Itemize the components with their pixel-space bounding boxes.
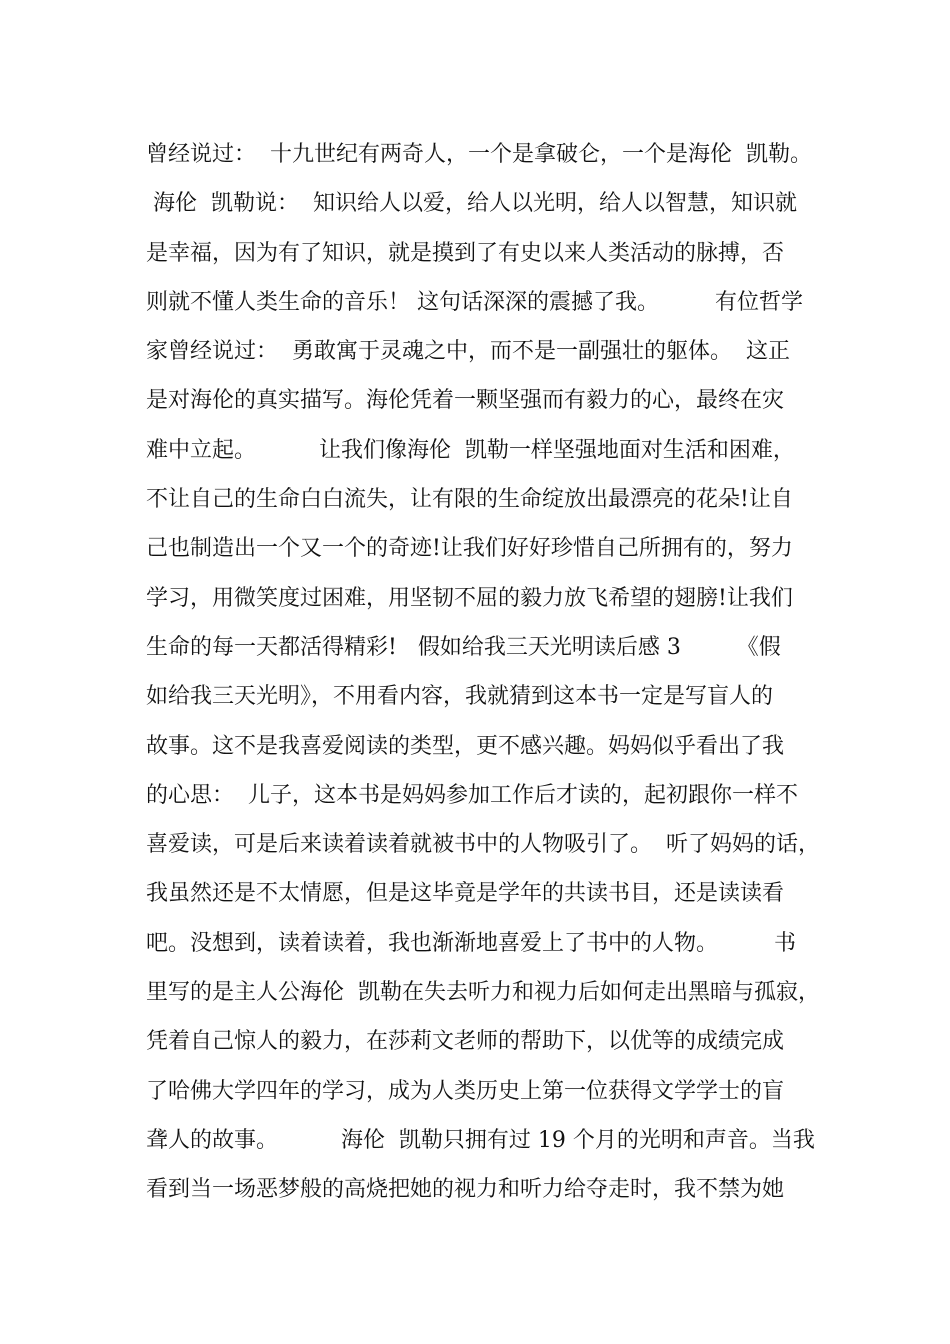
text-line: 故事。这不是我喜爱阅读的类型，更不感兴趣。妈妈似乎看出了我	[146, 733, 785, 759]
text-line: 学习，用微笑度过困难，用坚韧不屈的毅力放飞希望的翅膀!让我们	[146, 585, 793, 611]
text-line: 的心思： 儿子，这本书是妈妈参加工作后才读的，起初跟你一样不	[146, 782, 798, 808]
text-line: 如给我三天光明》，不用看内容，我就猜到这本书一定是写盲人的	[146, 684, 774, 710]
text-line: 海伦 凯勒说： 知识给人以爱，给人以光明，给人以智慧，知识就	[146, 191, 797, 217]
text-line: 凭着自己惊人的毅力，在莎莉文老师的帮助下，以优等的成绩完成	[146, 1029, 785, 1055]
document-body	[146, 130, 846, 1215]
text-line: 是幸福，因为有了知识，就是摸到了有史以来人类活动的脉搏，否	[146, 240, 785, 266]
text-line: 己也制造出一个又一个的奇迹!让我们好好珍惜自己所拥有的，努力	[146, 536, 793, 562]
text-line: 生命的每一天都活得精彩! 假如给我三天光明读后感 3 《假	[146, 634, 781, 660]
text-line: 吧。没想到，读着读着，我也渐渐地喜爱上了书中的人物。 书	[146, 930, 796, 956]
text-line: 则就不懂人类生命的音乐！ 这句话深深的震撼了我。 有位哲学	[146, 289, 803, 315]
text-line: 家曾经说过： 勇敢寓于灵魂之中，而不是一副强壮的躯体。 这正	[146, 339, 790, 365]
text-line: 聋人的故事。 海伦 凯勒只拥有过 19 个月的光明和声音。当我	[146, 1127, 815, 1153]
text-line: 了哈佛大学四年的学习，成为人类历史上第一位获得文学学士的盲	[146, 1078, 785, 1104]
text-line: 不让自己的生命白白流失，让有限的生命绽放出最漂亮的花朵!让自	[146, 487, 793, 513]
text-line: 曾经说过： 十九世纪有两奇人，一个是拿破仑，一个是海伦 凯勒。	[146, 142, 812, 167]
text-line: 是对海伦的真实描写。海伦凭着一颗坚强而有毅力的心，最终在灾	[146, 388, 785, 414]
text-line: 难中立起。 让我们像海伦 凯勒一样坚强地面对生活和困难，	[146, 437, 795, 463]
text-line: 看到当一场恶梦般的高烧把她的视力和听力给夺走时，我不禁为她	[146, 1177, 785, 1203]
text-line: 喜爱读，可是后来读着读着就被书中的人物吸引了。 听了妈妈的话，	[146, 832, 820, 858]
text-line: 我虽然还是不太情愿，但是这毕竟是学年的共读书目，还是读读看	[146, 881, 785, 907]
text-line: 里写的是主人公海伦 凯勒在失去听力和视力后如何走出黑暗与孤寂，	[146, 980, 820, 1006]
